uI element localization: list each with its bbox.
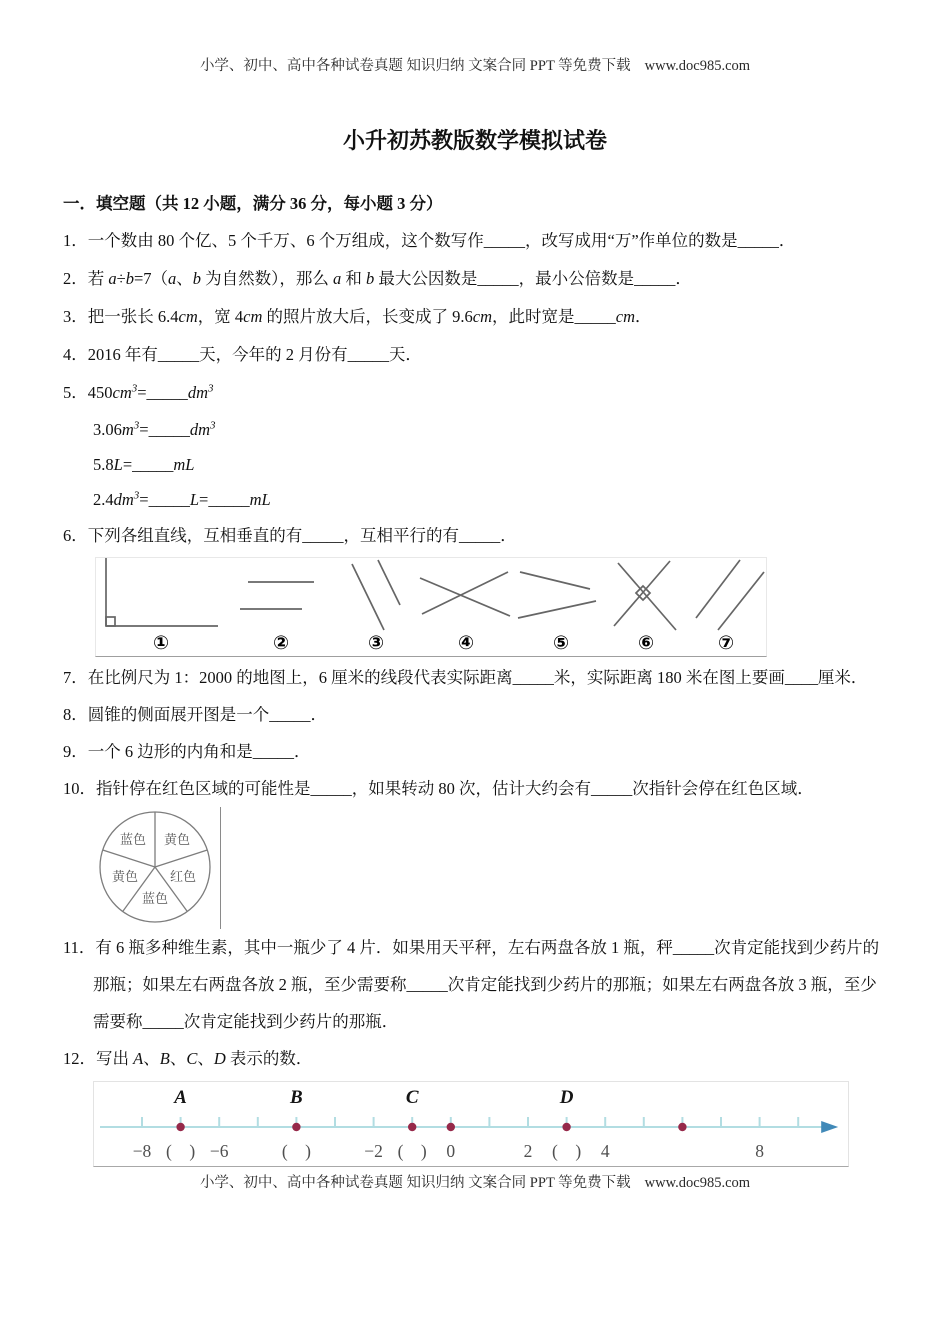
question-1: 1．一个数由 80 个亿、5 个千万、6 个万组成，这个数写作_____，改写成用“万”作单位的数是_____． [63, 231, 796, 250]
header-site-url: www.doc985.com [644, 58, 751, 74]
svg-text:D: D [559, 1087, 574, 1108]
line-group-3-drawing [336, 558, 416, 632]
line-group-6-drawing [606, 558, 686, 632]
svg-text:( ): ( ) [552, 1141, 582, 1161]
svg-text:0: 0 [446, 1141, 456, 1161]
spinner-figure [95, 807, 221, 929]
line-group-label: ① [152, 632, 170, 654]
line-group-5 [516, 558, 606, 654]
svg-text:C: C [405, 1087, 419, 1108]
page-title: 小升初苏教版数学模拟试卷 [342, 128, 607, 153]
line-group-5-drawing [516, 558, 606, 632]
line-group-1-drawing [96, 558, 226, 632]
question-6: 6．下列各组直线，互相垂直的有_____，互相平行的有_____． [63, 526, 517, 545]
svg-text:−6: −6 [209, 1141, 229, 1161]
question-5-line-3: 5.8L=_____mL [93, 455, 195, 474]
line-group-6 [606, 558, 686, 654]
question-7: 7．在比例尺为 1：2000 的地图上，6 厘米的线段代表实际距离_____米，实际距离 180 米在图上要画____厘米． [63, 668, 868, 687]
svg-text:−8: −8 [132, 1141, 152, 1161]
line-group-label: ④ [457, 632, 475, 654]
footer-note [63, 1173, 887, 1193]
svg-text:A: A [174, 1087, 187, 1108]
svg-text:4: 4 [600, 1141, 610, 1161]
line-group-3 [336, 558, 416, 654]
question-12: 12．写出 A、B、C、D 表示的数． [63, 1049, 313, 1068]
line-group-7 [686, 558, 766, 654]
line-group-label: ⑦ [717, 632, 735, 654]
line-group-1 [96, 558, 226, 654]
line-group-2 [226, 558, 336, 654]
svg-text:−2: −2 [364, 1141, 383, 1161]
section1-heading: 一．填空题（共 12 小题，满分 36 分，每小题 3 分） [63, 194, 443, 213]
line-groups-figure [95, 557, 767, 657]
question-5: 5．$450cm^3=\_\_\_\_\_dm^3$ [63, 382, 214, 402]
question-9: 9．一个 6 边形的内角和是_____． [63, 742, 311, 761]
spinner-sector-label: 黄色 [111, 869, 139, 884]
question-10: 10．指针停在红色区域的可能性是_____，如果转动 80 次，估计大约会有_____次指针会停在红色区域． [63, 779, 814, 798]
line-group-4-drawing [416, 558, 516, 632]
question-5-line-4: $2.4dm^3=\_\_\_\_\_L=\_\_\_\_\_mL$ [93, 489, 271, 509]
question-4: 4．2016 年有_____天，今年的 2 月份有_____天． [63, 345, 422, 364]
header-note [63, 56, 887, 76]
line-group-label: ⑥ [637, 632, 655, 654]
footer-site-url: www.doc985.com [644, 1175, 751, 1191]
line-group-4 [416, 558, 516, 654]
spinner-sector-label: 蓝色 [141, 891, 169, 906]
spinner-sector-label: 黄色 [163, 832, 191, 847]
svg-text:( ): ( ) [166, 1141, 196, 1161]
footer-note-text: 小学、初中、高中各种试卷真题 知识归纳 文案合同 PPT 等免费下载 [199, 1175, 631, 1191]
right-angle-mark [106, 617, 115, 626]
svg-text:8: 8 [755, 1141, 764, 1161]
question-8: 8．圆锥的侧面展开图是一个_____． [63, 705, 327, 724]
line-group-label: ③ [367, 632, 385, 654]
line-group-label: ② [272, 632, 290, 654]
number-line-figure [93, 1081, 849, 1167]
number-line-svg [94, 1082, 848, 1166]
line-group-2-drawing [226, 558, 336, 632]
header-note-text: 小学、初中、高中各种试卷真题 知识归纳 文案合同 PPT 等免费下载 [199, 58, 631, 74]
spinner-sector-label: 蓝色 [119, 832, 147, 847]
question-2: 2．若 a÷b=7（a、b 为自然数），那么 a 和 b 最大公因数是_____，最小公倍数是_____． [63, 269, 692, 288]
question-3: 3．把一张长 6.4cm，宽 4cm 的照片放大后，长变成了 9.6cm，此时宽是_____cm． [63, 307, 652, 326]
spinner-sector-label: 红色 [169, 869, 197, 884]
line-group-7-drawing [686, 558, 766, 632]
svg-text:2: 2 [523, 1141, 533, 1161]
svg-text:( ): ( ) [397, 1141, 427, 1161]
line-group-label: ⑤ [552, 632, 570, 654]
spinner-drawing [95, 807, 217, 927]
question-5-line-2: $3.06m^3=\_\_\_\_\_dm^3$ [93, 419, 216, 439]
svg-text:B: B [290, 1087, 303, 1108]
svg-text:( ): ( ) [281, 1141, 311, 1161]
question-11: 11．有 6 瓶多种维生素，其中一瓶少了 4 片．如果用天平秤，左右两盘各放 1 瓶，秤_____次肯定能找到少药片的那瓶；如果左右两盘各放 2 瓶，至少需要称_____次肯定能找到少药片的那瓶；如果左右两盘各放 3 瓶，至少需要称_____次肯定能找到少药片的那瓶． [63, 938, 880, 1031]
